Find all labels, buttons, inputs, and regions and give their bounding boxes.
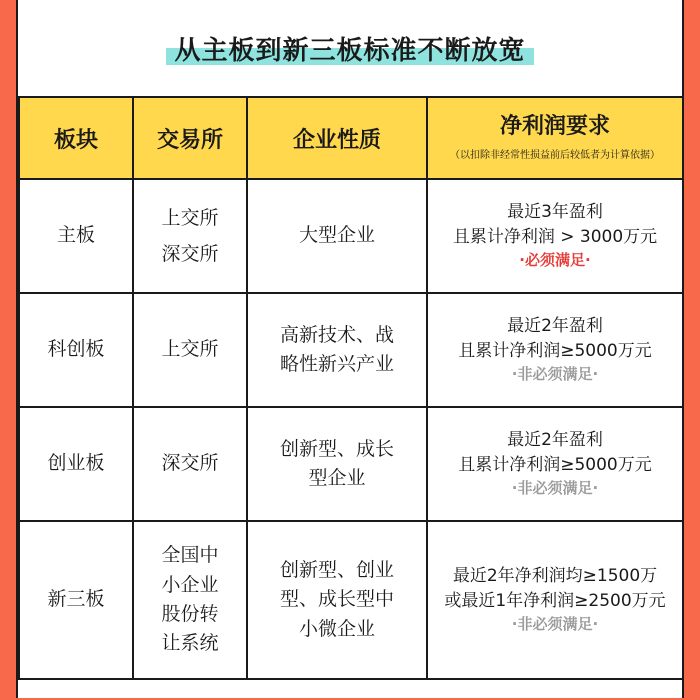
cell-nature <box>247 521 427 679</box>
header-board: 板块 <box>19 97 133 179</box>
requirement-line: 最近2年盈利 <box>507 430 603 451</box>
nature-line: 大型企业 <box>298 224 375 247</box>
exchange-line: 全国中 <box>161 544 219 567</box>
not-must-meet-tag: ·非必须满足· <box>511 364 599 383</box>
cell-requirement <box>427 293 683 407</box>
nature-line: 型企业 <box>308 467 366 489</box>
cell-requirement <box>427 179 683 293</box>
header-nature: 企业性质 <box>247 97 427 179</box>
table-header-row <box>19 97 683 179</box>
table-row <box>19 407 683 521</box>
nature-line: 高新技术、战 <box>279 323 394 346</box>
table-row <box>19 179 683 293</box>
nature-line: 创新型、成长 <box>279 437 394 460</box>
exchange-line: 小企业 <box>161 573 219 596</box>
cell-exchange <box>133 293 247 407</box>
cell-nature <box>247 179 427 293</box>
cell-exchange <box>133 407 247 521</box>
nature-line: 型、成长型中 <box>279 588 394 611</box>
header-requirement-label: 净利润要求 <box>499 114 610 140</box>
requirement-line: 且累计净利润 > 3000万元 <box>452 227 658 248</box>
requirement-line: 最近2年盈利 <box>507 316 603 337</box>
title-area <box>18 0 682 96</box>
cell-board: 主板 <box>19 179 133 293</box>
cell-exchange <box>133 521 247 679</box>
requirement-line: 最近3年盈利 <box>507 202 603 223</box>
exchange-line: 让系统 <box>161 632 219 655</box>
table-row <box>19 521 683 679</box>
requirement-line: 最近2年净利润均≥1500万 <box>452 566 658 587</box>
header-requirement <box>427 97 683 179</box>
exchange-line: 深交所 <box>161 452 219 475</box>
exchange-line: 股份转 <box>161 603 219 625</box>
cell-requirement <box>427 521 683 679</box>
cell-board: 创业板 <box>19 407 133 521</box>
board-comparison-table <box>18 96 684 680</box>
header-requirement-note: （以扣除非经常性损益前后较低者为计算依据） <box>450 149 660 161</box>
requirement-line: 或最近1年净利润≥2500万元 <box>444 591 666 612</box>
nature-line: 小微企业 <box>298 617 375 640</box>
comparison-card <box>16 0 684 698</box>
must-meet-tag: ·必须满足· <box>519 250 591 269</box>
table-row <box>19 293 683 407</box>
cell-board: 科创板 <box>19 293 133 407</box>
not-must-meet-tag: ·非必须满足· <box>511 614 599 633</box>
cell-exchange <box>133 179 247 293</box>
nature-line: 略性新兴产业 <box>279 353 394 375</box>
cell-nature <box>247 293 427 407</box>
cell-requirement <box>427 407 683 521</box>
requirement-line: 且累计净利润≥5000万元 <box>458 341 652 362</box>
not-must-meet-tag: ·非必须满足· <box>511 478 599 497</box>
cell-board: 新三板 <box>19 521 133 679</box>
header-exchange: 交易所 <box>133 97 247 179</box>
page-title-text: 从主板到新三板标准不断放宽 <box>174 35 526 66</box>
exchange-line: 上交所 <box>161 338 219 361</box>
nature-line: 创新型、创业 <box>279 558 394 581</box>
table-footer-border <box>18 678 682 700</box>
cell-nature <box>247 407 427 521</box>
page-title <box>170 30 529 67</box>
requirement-line: 且累计净利润≥5000万元 <box>458 455 652 476</box>
exchange-line: 上交所 <box>161 206 219 229</box>
exchange-line: 深交所 <box>161 243 219 265</box>
